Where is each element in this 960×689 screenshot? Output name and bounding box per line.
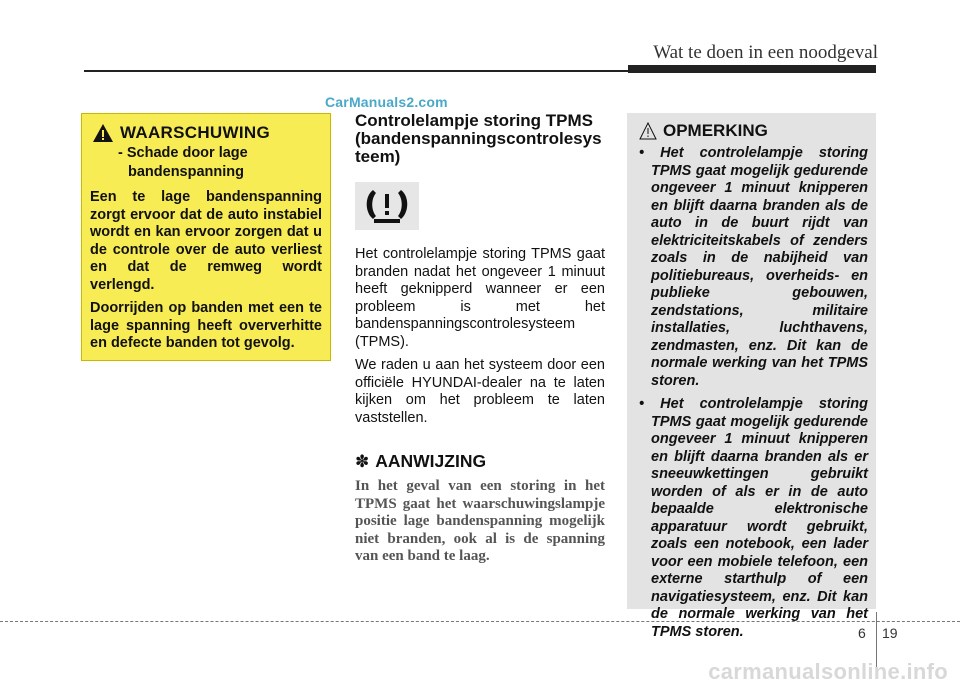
section-paragraph: Het controlelampje storing TPMS gaat branden nadat het ongeveer 1 minuut heeft geknipperd wanneer er een probleem is met het bandenspanningscontrolesysteem (TPMS). [355,246,605,350]
main-column [355,112,605,566]
footer-rule [0,621,960,622]
watermark-top[interactable]: CarManuals2.com [325,94,448,110]
note-list [639,145,868,641]
aanwijzing-title: AANWIJZING [375,451,487,471]
warning-paragraph: Doorrijden op banden met een te lage spanning heeft oververhitte en defecte banden tot gevolg. [90,300,322,351]
aanwijzing-title-row [355,451,605,472]
header-rule-thick [628,65,876,73]
section-paragraph: We raden u aan het systeem door een officiële HYUNDAI-dealer na te laten kijken om het probleem te laten vaststellen. [355,357,605,426]
note-item: • Het controlelampje storing TPMS gaat mogelijk gedurende ongeveer 1 minuut knipperen en blijft daarna branden als er sneeuwkettingen gebruikt worden of als er in de auto bepaalde elektronische apparatuur wordt gebruikt, zoals een notebook, een lader voor een mobiele telefoon, een externe starthulp of een navigatiesysteem, enz. Dit kan de normale werking van het TPMS storen. [639,396,868,640]
note-box [627,113,876,640]
page-number: 19 [882,625,898,641]
warning-subtitle-2: bandenspanning [128,164,244,180]
warning-paragraph: Een te lage bandenspanning zorgt ervoor dat de auto instabiel wordt en kan ervoor zorgen dat u de controle over de auto verliest en dat de remweg wordt verlengd. [90,189,322,293]
tpms-indicator-box [355,182,419,230]
note-title: OPMERKING [663,121,768,140]
header-rule [84,70,644,72]
note-title-row [639,121,868,141]
warning-title-row [92,123,322,143]
asterisk-icon: ✽ [355,451,370,471]
warning-subtitle: - Schade door lage [118,145,248,161]
caution-triangle-icon [639,122,657,140]
chapter-number: 6 [858,625,866,641]
watermark-bottom[interactable]: carmanualsonline.info [708,659,948,684]
warning-box [81,113,331,361]
aanwijzing-text: In het geval van een storing in het TPMS gaat het waarschuwingslampje positie lage bandenspanning mogelijk niet branden, ook al is de spanning van een band te laag. [355,478,605,564]
warning-triangle-icon [92,123,114,143]
tpms-warning-icon [362,186,412,226]
section-title: Controlelampje storing TPMS (bandenspanningscontrolesys teem) [355,111,602,166]
note-item: • Het controlelampje storing TPMS gaat mogelijk gedurende ongeveer 1 minuut knipperen en blijft daarna branden als de auto in de buurt rijdt van elektriciteitskabels of zenders zoals in de nabijheid van politiebureaus, overheids- en publieke gebouwen, zendstations, militaire installaties, luchthavens, zendmasten, enz. Dit kan de normale werking van het TPMS storen. [639,145,868,389]
page-header-title: Wat te doen in een noodgeval [653,42,878,63]
warning-title: WAARSCHUWING [120,123,270,142]
